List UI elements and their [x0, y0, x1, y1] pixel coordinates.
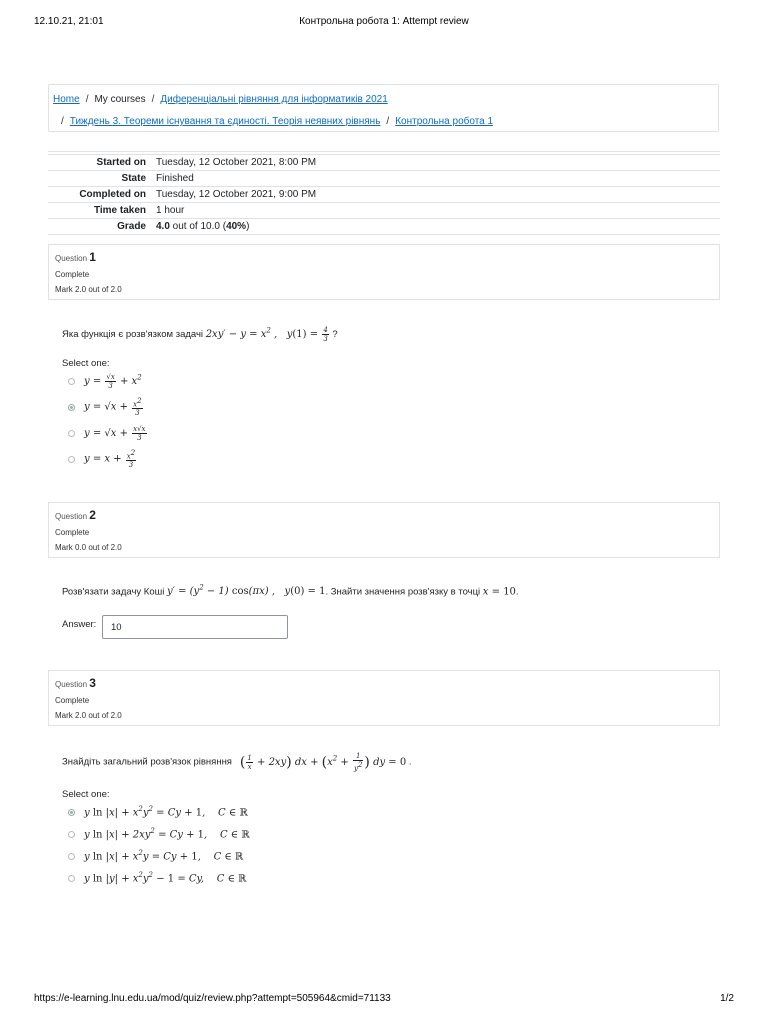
answer-label: Answer:: [62, 619, 97, 630]
question-1-formula: $2xy' - y = x^2$ , y(1) = $\frac{4}{3}$: [205, 326, 328, 343]
answer-input[interactable]: 10: [102, 615, 288, 639]
summary-row-state: [48, 171, 720, 187]
summary-label: Completed on: [48, 187, 156, 203]
summary-row-completed: [48, 187, 720, 203]
question-3-select-label: Select one:: [62, 789, 110, 800]
breadcrumb-separator: /: [386, 116, 390, 127]
print-datetime: 12.10.21, 21:01: [34, 16, 104, 27]
breadcrumb-separator: /: [61, 116, 64, 127]
question-3-formula: ( $\frac{1}{x}$ + 2xy) dx + ($x^2$ + $\frac{1}{y^2}$ ) dy = 0: [239, 752, 407, 773]
question-mark: Mark 0.0 out of 2.0: [55, 543, 122, 552]
summary-row-grade: [48, 219, 720, 235]
breadcrumb-home-link[interactable]: Home: [53, 94, 80, 105]
question-1-option-b[interactable]: y = √x + $\frac{x^2}{3}$: [68, 398, 144, 416]
grade-close: ): [246, 221, 250, 232]
question-1-option-a[interactable]: y = $\frac{√x}{3}$ + $x^2$: [68, 372, 142, 390]
question-2-formula: $y' = (y^2 - 1)$ cos(πx) , y(0) = 1: [166, 584, 326, 598]
radio-button[interactable]: [68, 875, 75, 882]
summary-value: Tuesday, 12 October 2021, 8:00 PM: [156, 155, 720, 171]
summary-label: State: [48, 171, 156, 187]
question-1-option-d[interactable]: y = x + $\frac{x^2}{3}$: [68, 450, 137, 468]
question-state: Complete: [55, 696, 90, 705]
radio-button-selected[interactable]: [68, 404, 75, 411]
summary-row-started: [48, 155, 720, 171]
summary-label: Time taken: [48, 203, 156, 219]
question-3-option-b[interactable]: y $\ln |x| + 2xy^2 = Cy + 1$, C ∈ ℝ: [68, 825, 250, 843]
question-2-info: [48, 502, 720, 558]
question-number: Question 2: [55, 508, 96, 522]
question-3-option-a[interactable]: y $\ln |x| + x^2y^2 = Cy + 1$, C ∈ ℝ: [68, 803, 248, 821]
radio-button[interactable]: [68, 853, 75, 860]
radio-button[interactable]: [68, 456, 75, 463]
question-3-option-c[interactable]: y $\ln |x| + x^2y = Cy + 1$, C ∈ ℝ: [68, 847, 243, 865]
question-1-info: [48, 244, 720, 300]
breadcrumb-my-courses: My courses: [94, 94, 146, 105]
question-state: Complete: [55, 270, 90, 279]
question-3-text: Знайдіть загальний розв'язок рівняння ( $\frac{1}{x}$ + 2xy) dx + ($x^2$ + $\frac{1}{y^2}$ ) dy = 0 .: [62, 752, 412, 773]
summary-value: Finished: [156, 171, 720, 187]
radio-button[interactable]: [68, 831, 75, 838]
question-number: Question 1: [55, 250, 96, 264]
print-footer: [0, 993, 768, 1009]
summary-label: Grade: [48, 219, 156, 235]
print-url: https://e-learning.lnu.edu.ua/mod/quiz/review.php?attempt=505964&cmid=71133: [34, 993, 391, 1004]
breadcrumb-separator: /: [85, 94, 89, 105]
breadcrumb-course-link[interactable]: Диференціальні рівняння для інформатиків 2021: [160, 94, 388, 105]
summary-value: 1 hour: [156, 203, 720, 219]
summary-value: Tuesday, 12 October 2021, 9:00 PM: [156, 187, 720, 203]
question-1-option-c[interactable]: y = √x + $\frac{x√x}{3}$: [68, 424, 148, 442]
question-number: Question 3: [55, 676, 96, 690]
grade-score: 4.0: [156, 221, 170, 232]
print-header: [0, 16, 768, 32]
radio-button[interactable]: [68, 430, 75, 437]
breadcrumb-separator: /: [151, 94, 155, 105]
question-3-info: [48, 670, 720, 726]
summary-row-time-taken: [48, 203, 720, 219]
grade-percent: 40%: [226, 221, 247, 232]
summary-value: [156, 219, 720, 235]
radio-button[interactable]: [68, 378, 75, 385]
breadcrumb-quiz-link[interactable]: Контрольна робота 1: [395, 116, 494, 127]
print-page-number: 1/2: [720, 993, 734, 1004]
breadcrumb: [48, 84, 719, 132]
print-title: Контрольна робота 1: Attempt review: [299, 16, 469, 27]
attempt-summary-table: [48, 151, 720, 235]
question-3-option-d[interactable]: y $\ln |y| + x^2y^2 - 1 = Cy$, C ∈ ℝ: [68, 869, 246, 887]
question-mark: Mark 2.0 out of 2.0: [55, 711, 122, 720]
question-1-select-label: Select one:: [62, 358, 110, 369]
summary-label: Started on: [48, 155, 156, 171]
question-mark: Mark 2.0 out of 2.0: [55, 285, 122, 294]
question-1-text: Яка функція є розв'язком задачі $2xy' - y = x^2$ , y(1) = $\frac{4}{3}$ ?: [62, 326, 338, 343]
radio-button-selected[interactable]: [68, 809, 75, 816]
question-state: Complete: [55, 528, 90, 537]
breadcrumb-section-link[interactable]: Тиждень 3. Теореми існування та єдиності. Теорія неявних рівнянь: [69, 116, 381, 127]
grade-out-of: out of 10.0 (: [169, 221, 227, 232]
question-2-text: Розв'язати задачу Коші $y' = (y^2 - 1)$ cos(πx) , y(0) = 1. Знайти значення розв'язку в точці x = 10.: [62, 584, 519, 598]
